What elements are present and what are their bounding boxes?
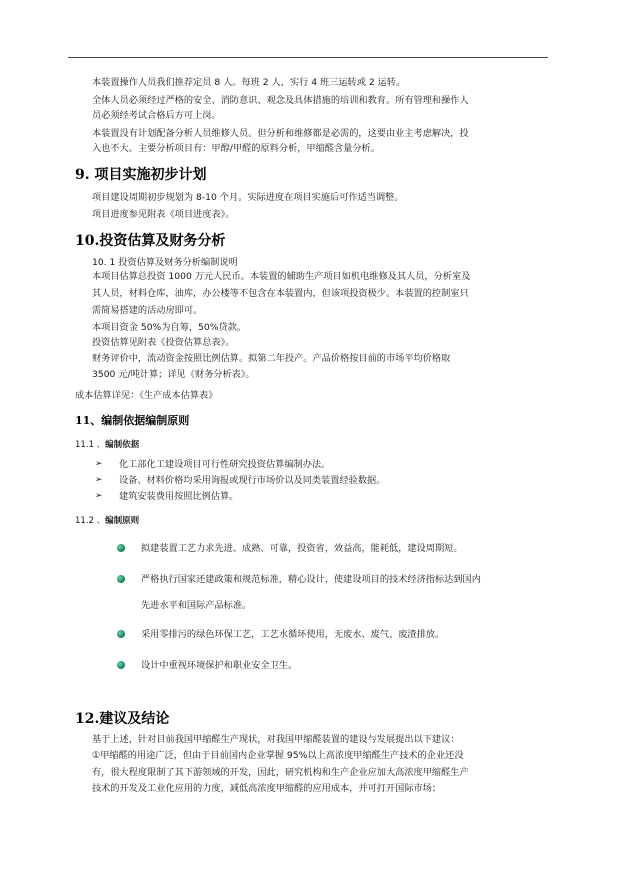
arrow-bullet-icon: ➢	[95, 491, 103, 501]
section-heading-10: 10.投资估算及财务分析	[75, 233, 226, 249]
paragraph-line: 本装置没有计划配备分析人员维修人员。但分析和维修都是必需的，这要由业主考虑解决，投	[92, 128, 469, 139]
list-item: 拟建装置工艺力求先进、成熟、可靠，投资省，效益高，能耗低，建设周期短。	[141, 543, 463, 554]
paragraph-line: 投资估算见附表《投资估算总表》。	[92, 337, 235, 348]
section-heading-9: 9. 项目实施初步计划	[75, 167, 207, 183]
paragraph-line: 其人员，材料仓库，油库，办公楼等不包含在本装置内，但该项投资极少。本装置的控制室只	[92, 288, 469, 299]
paragraph-line: 项目进度参见附表《项目进度表》。	[92, 209, 235, 220]
green-dot-icon	[117, 544, 125, 552]
cost-estimate-note: 成本估算详见：《生产成本估算表》	[75, 390, 218, 401]
section-heading-12: 12.建议及结论	[75, 711, 170, 727]
list-item: 设备、材料价格均采用询报或现行市场价以及同类装置经验数据。	[119, 475, 386, 486]
list-item: 设计中重视环境保护和职业安全卫生。	[141, 660, 298, 671]
arrow-bullet-icon: ➢	[95, 475, 103, 485]
paragraph-line: 入也不大。主要分析项目有：甲醇/甲醛的原料分析，甲缩醛含量分析。	[92, 143, 380, 154]
green-dot-icon	[117, 661, 125, 669]
paragraph-line: 项目建设周期初步规划为 8-10 个月。实际进度在项目实施后可作适当调整。	[92, 192, 404, 203]
paragraph-line: 员必须经考试合格后方可上岗。	[92, 110, 221, 121]
green-dot-icon	[117, 630, 125, 638]
green-dot-icon	[117, 575, 125, 583]
paragraph-line: 需简易搭建的活动房即可。	[92, 305, 203, 316]
paragraph-line: 3500 元/吨计算；详见《财务分析表》。	[92, 369, 255, 380]
subsection-heading: 10. 1 投资估算及财务分析编制说明	[92, 257, 238, 268]
list-item: 严格执行国家还建政策和规范标准，精心设计，使建设项目的技术经济指标达到国内	[141, 574, 481, 585]
list-item: 建筑安装费用按照比例估算。	[119, 491, 239, 502]
paragraph-line: 基于上述，针对目前我国甲缩醛生产现状，对我国甲缩醛装置的建设与发展提出以下建议：	[92, 734, 460, 745]
subsection-heading-11-2: 11.2 、编制原则	[75, 516, 140, 526]
list-item: 化工部化工建设项目可行性研究投资估算编制办法。	[119, 459, 331, 470]
paragraph-line: 全体人员必须经过严格的安全、消防意识、观念及具体措施的培训和教育。所有管理和操作人	[92, 95, 469, 106]
paragraph-line: 本项目资金 50%为自筹，50%贷款。	[92, 322, 247, 333]
header-rule	[68, 57, 548, 58]
paragraph-line: ①甲缩醛的用途广泛，但由于目前国内企业掌握 95%以上高浓度甲缩醛生产技术的企业还没	[92, 750, 464, 761]
subsection-heading-11-1: 11.1 、编制依据	[75, 440, 140, 450]
paragraph-line: 有，很大程度限制了其下游领域的开发，因此，研究机构和生产企业应加大高浓度甲缩醛生产	[92, 767, 469, 778]
paragraph-line: 本项目估算总投资 1000 万元人民币。本装置的辅助生产项目如机电维修及其人员，分析室及	[92, 271, 471, 282]
arrow-bullet-icon: ➢	[95, 459, 103, 469]
paragraph-line: 技术的开发及工业化应用的力度，减低高浓度甲缩醛的应用成本，并可打开国际市场；	[92, 783, 442, 794]
list-item-continued: 先进水平和国际产品标准。	[141, 600, 252, 611]
list-item: 采用零排污的绿色环保工艺，工艺水循环使用，无废水、废气、废渣排放。	[141, 629, 445, 640]
section-heading-11: 11、编制依据编制原则	[75, 414, 190, 427]
paragraph-line: 本装置操作人员我们推荐定员 8 人。每班 2 人，实行 4 班三运转或 2 运转。	[92, 77, 406, 88]
paragraph-line: 财务评价中，流动资金按照比例估算。拟第二年投产。产品价格按目前的市场平均价格取	[92, 353, 451, 364]
